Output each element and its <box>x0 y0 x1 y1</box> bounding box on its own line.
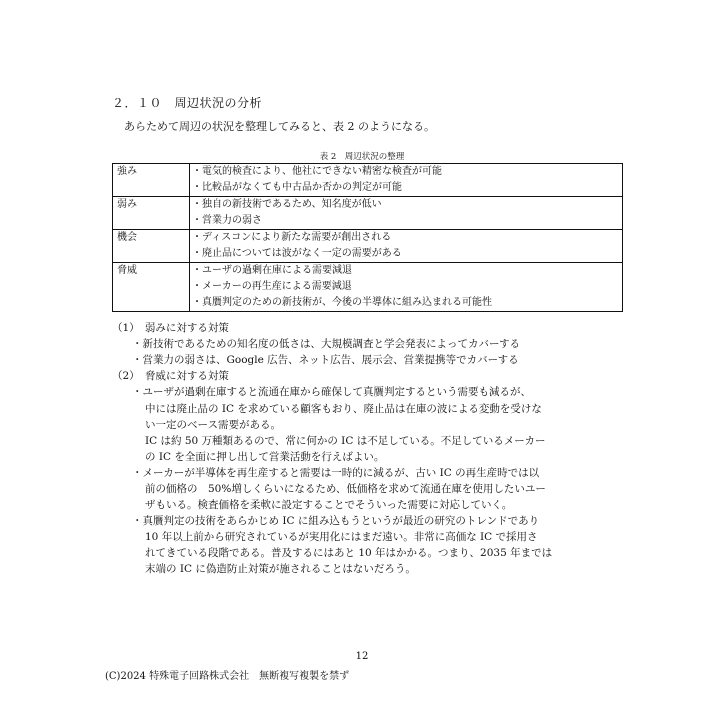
section2-line: 末端の IC に偽造防止対策が施されることはないだろう。 <box>145 563 416 575</box>
swot-table <box>112 163 623 312</box>
category-weaknesses: 弱み <box>113 197 190 230</box>
section2-line: ・メーカーが半導体を再生産すると需要は一時的に減るが、古い IC の再生産時では以 <box>132 467 540 479</box>
list-item: ・ユーザの過剰在庫による需要減退 <box>192 265 352 276</box>
section2-line: 前の価格の 50%増しくらいになるため、低価格を求めて流通在庫を使用したいユー <box>145 483 546 495</box>
section1-title: （1） 弱みに対する対策 <box>112 322 229 334</box>
list-item: ・メーカーの再生産による需要減退 <box>192 281 352 292</box>
list-item: ・ディスコンにより新たな需要が創出される <box>192 232 392 243</box>
list-item: ・営業力の弱さ <box>192 215 262 226</box>
category-strengths: 強み <box>113 164 190 197</box>
copyright-footer: (C)2024 特殊電子回路株式会社 無断複写複製を禁ず <box>105 671 350 682</box>
section2-line: ・ユーザが過剰在庫すると流通在庫から確保して真贋判定するという需要も減るが、 <box>132 386 531 398</box>
section2-title: （2） 脅威に対する対策 <box>112 370 229 382</box>
weaknesses-items <box>190 197 623 230</box>
opportunities-items <box>190 230 623 263</box>
section2-line: い一定のベース需要がある。 <box>145 419 281 431</box>
section1-line: ・営業力の弱さは、Google 広告、ネット広告、展示会、営業提携等でカバーする <box>132 354 519 366</box>
section2-line: 中には廃止品の IC を求めている顧客もおり、廃止品は在庫の波による変動を受けな <box>145 403 542 415</box>
section2-line: の IC を全面に押し出して営業活動を行えばよい。 <box>145 451 385 463</box>
list-item: ・独自の新技術であるため、知名度が低い <box>192 199 382 210</box>
table-row <box>113 197 623 230</box>
threats-items <box>190 263 623 312</box>
section2-line: れてきている段階である。普及するにはあと 10 年はかかる。つまり、2035 年までは <box>145 547 553 559</box>
list-item: ・電気的検査により、他社にできない精密な検査が可能 <box>192 166 442 177</box>
category-opportunities: 機会 <box>113 230 190 263</box>
list-item: ・比較品がなくても中古品か否かの判定が可能 <box>192 182 402 193</box>
strengths-items <box>190 164 623 197</box>
section1-line: ・新技術であるための知名度の低さは、大規模調査と学会発表によってカバーする <box>132 338 520 350</box>
page-number: 12 <box>355 651 369 662</box>
table-row <box>113 164 623 197</box>
list-item: ・廃止品については波がなく一定の需要がある <box>192 248 402 259</box>
list-item: ・真贋判定のための新技術が、今後の半導体に組み込まれる可能性 <box>192 297 492 308</box>
table-row <box>113 230 623 263</box>
table-row <box>113 263 623 312</box>
category-threats: 脅威 <box>113 263 190 312</box>
table-caption: 表 2 周辺状況の整理 <box>319 152 405 162</box>
section2-line: ・真贋判定の技術をあらかじめ IC に組み込もうというが最近の研究のトレンドであり <box>132 515 540 527</box>
section2-line: IC は約 50 万種類あるので、常に何かの IC は不足している。不足しているメーカー <box>145 435 546 447</box>
intro-paragraph: あらためて周辺の状況を整理してみると、表 2 のようになる。 <box>124 120 435 133</box>
section2-line: 10 年以上前から研究されているが実用化にはまだ遠い。非常に高価な IC で採用さ <box>145 531 538 543</box>
section2-line: ザもいる。検査価格を柔軟に設定することでそういった需要に対応していく。 <box>145 499 513 511</box>
section-heading: ２．１０ 周辺状況の分析 <box>112 96 263 110</box>
